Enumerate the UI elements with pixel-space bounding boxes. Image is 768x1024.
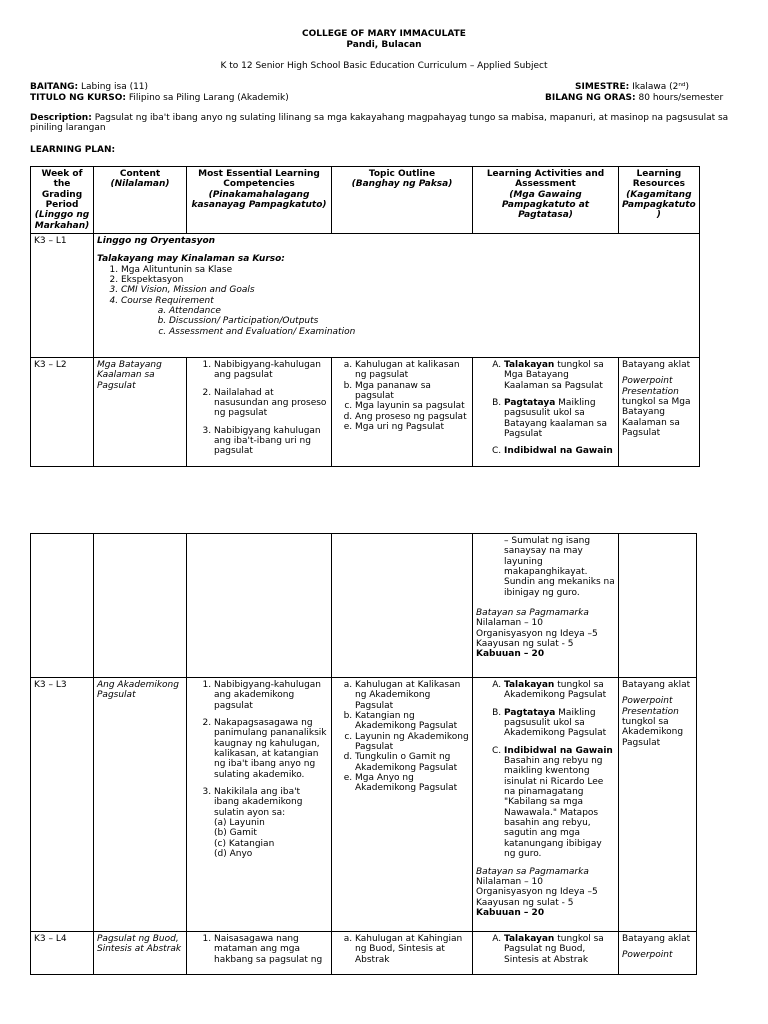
orientation-title: Linggo ng Oryentasyon: [97, 236, 216, 247]
table-row-l1: [31, 234, 700, 358]
list-item: 1. Naisasagawa nang mataman ang mga hakbang sa pagsulat ng: [214, 934, 328, 965]
table-row-continuation: [31, 534, 697, 678]
week-cell: K3 – L1: [31, 234, 94, 358]
baitang-label: BAITANG:: [30, 82, 79, 92]
list-item: 2. Nailalahad at nasusundan ang proseso ng pagsulat: [214, 388, 328, 419]
activities-cell: [473, 932, 619, 975]
content-cell: Ang Akademikong Pagsulat: [94, 678, 187, 932]
table-header-row: [31, 167, 700, 234]
activities-cell: [473, 358, 619, 467]
curriculum-title: K to 12 Senior High School Basic Education Curriculum – Applied Subject: [220, 61, 548, 71]
topics-cell: [332, 678, 473, 932]
competencies-cell: [187, 932, 332, 975]
activities-cell: [473, 534, 619, 678]
titulo-line: [30, 93, 289, 103]
titulo-label: TITULO NG KURSO:: [30, 93, 126, 103]
requirement-sublist: [121, 306, 696, 337]
table-row-l3: [31, 678, 697, 932]
list-item: a. Kahulugan at kalikasan ng pagsulat: [355, 360, 469, 381]
col-header-competencies: Most Essential Learning Competencies (Pinakamahalagang kasanayag Pampagkatuto): [187, 167, 332, 234]
list-item: a. Kahulugan at Kalikasan ng Akademikong Pagsulat: [355, 680, 469, 711]
list-item: c. Assessment and Evaluation/ Examination: [169, 327, 696, 337]
resources-cell: Batayang aklat Powerpoint Presentation tungkol sa Akademikong Pagsulat: [619, 678, 697, 932]
rubric-title: Batayan sa Pagmamarka: [476, 608, 589, 619]
resources-cell: Batayang aklat Powerpoint: [619, 932, 697, 975]
competencies-cell: [187, 678, 332, 932]
rubric-item: Organisyasyon ng Ideya –5: [476, 887, 598, 898]
col-header-activities: Learning Activities and Assessment (Mga Gawaing Pampagkatuto at Pagtatasa): [473, 167, 619, 234]
learning-plan-label: LEARNING PLAN:: [30, 145, 116, 155]
list-item: 4. Course Requirement a. Attendance b. Discussion/ Participation/Outputs c. Assessment and Evaluation/ Examination: [121, 296, 696, 337]
learning-plan-table-continued: [30, 533, 697, 975]
activities-cell: [473, 678, 619, 932]
col-header-week: Week of the Grading Period (Linggo ng Markahan): [31, 167, 94, 234]
college-location: Pandi, Bulacan: [346, 40, 422, 50]
week-cell: K3 – L2: [31, 358, 94, 467]
list-item: C. Indibidwal na Gawain: [504, 446, 615, 456]
list-item: d. Ang proseso ng pagsulat: [355, 412, 469, 422]
week-cell: K3 – L4: [31, 932, 94, 975]
content-cell: Mga Batayang Kaalaman sa Pagsulat: [94, 358, 187, 467]
list-item: 3. CMI Vision, Mission and Goals: [121, 285, 696, 295]
rubric-item: Kaayusan ng sulat - 5: [476, 897, 574, 908]
task-text: – Sumulat ng isang sanaysay na may layuning makapanghikayat. Sundin ang mekaniks na ibinigay ng guro.: [504, 536, 615, 598]
table-row-l4: [31, 932, 697, 975]
baitang-value: Labing isa (11): [80, 82, 149, 92]
list-item: 1. Nabibigyang-kahulugan ang akademikong pagsulat: [214, 680, 328, 711]
week-cell: K3 – L3: [31, 678, 94, 932]
list-item: 3. Nabibigyang kahulugan ang iba't-ibang uri ng pagsulat: [214, 426, 328, 457]
description-label: Description:: [30, 113, 92, 123]
col-header-content: Content (Nilalaman): [94, 167, 187, 234]
oras-value: 80 hours/semester: [638, 93, 724, 103]
baitang-line: [30, 82, 148, 92]
simestre-value: Ikalawa (2ⁿᵈ): [632, 82, 690, 92]
orientation-cell: [94, 234, 700, 358]
list-item: e. Mga uri ng Pagsulat: [355, 422, 469, 432]
learning-plan-table: [30, 166, 700, 467]
topics-cell: [332, 932, 473, 975]
list-item: 1. Mga Alituntunin sa Klase: [121, 265, 696, 275]
list-item: 1. Nabibigyang-kahulugan ang pagsulat: [214, 360, 328, 381]
orientation-subtitle: Talakayang may Kinalaman sa Kurso:: [97, 254, 285, 265]
list-item: A. Talakayan tungkol sa Mga Batayang Kaalaman sa Pagsulat: [504, 360, 615, 391]
simestre-line: [575, 82, 689, 92]
list-item: b. Mga pananaw sa pagsulat: [355, 381, 469, 402]
list-item: A. Talakayan tungkol sa Akademikong Pagsulat: [504, 680, 615, 701]
list-item: b. Katangian ng Akademikong Pagsulat: [355, 711, 469, 732]
rubric-item: Nilalaman – 10: [476, 618, 543, 629]
list-item: b. Discussion/ Participation/Outputs: [169, 316, 696, 326]
college-name: COLLEGE OF MARY IMMACULATE: [302, 29, 466, 39]
description: [30, 113, 740, 134]
rubric-total: Kabuuan – 20: [476, 907, 545, 918]
rubric-title: Batayan sa Pagmamarka: [476, 866, 589, 877]
list-item: a. Kahulugan at Kahingian ng Buod, Sintesis at Abstrak: [355, 934, 469, 965]
col-header-topic: Topic Outline (Banghay ng Paksa): [332, 167, 473, 234]
list-item: 2. Ekspektasyon: [121, 275, 696, 285]
resources-cell: Batayang aklat Powerpoint Presentation tungkol sa Mga Batayang Kaalaman sa Pagsulat: [619, 358, 700, 467]
rubric-total: Kabuuan – 20: [476, 649, 545, 660]
list-item: e. Mga Anyo ng Akademikong Pagsulat: [355, 773, 469, 794]
list-item: c. Mga layunin sa pagsulat: [355, 401, 469, 411]
competencies-cell: [187, 358, 332, 467]
table-row-l2: [31, 358, 700, 467]
content-cell: Pagsulat ng Buod, Sintesis at Abstrak: [94, 932, 187, 975]
list-item: d. Tungkulin o Gamit ng Akademikong Pagsulat: [355, 752, 469, 773]
list-item: B. Pagtataya Maikling pagsusulit ukol sa Batayang kaalaman sa Pagsulat: [504, 398, 615, 439]
rubric-item: Organisyasyon ng Ideya –5: [476, 628, 598, 639]
list-item: B. Pagtataya Maikling pagsusulit ukol sa Akademikong Pagsulat: [504, 708, 615, 739]
list-item: A. Talakayan tungkol sa Pagsulat ng Buod, Sintesis at Abstrak: [504, 934, 615, 965]
list-item: c. Layunin ng Akademikong Pagsulat: [355, 732, 469, 753]
list-item: C. Indibidwal na Gawain Basahin ang rebyu ng maikling kwentong isinulat ni Ricardo Lee na pinamagatang "Kabilang sa mga Nawawala." Matapos basahin ang rebyu, sagutin ang mga katanungang ibibigay ng guro.: [504, 746, 615, 860]
oras-line: [545, 93, 723, 103]
simestre-label: SIMESTRE:: [575, 82, 630, 92]
list-item: a. Attendance: [169, 306, 696, 316]
oras-label: BILANG NG ORAS:: [545, 93, 636, 103]
description-text: Pagsulat ng iba't ibang anyo ng sulating lilinang sa mga kakayahang magpahayag tungo sa mabisa, mapanuri, at masinop na pagsusulat sa piniling larangan: [30, 113, 729, 134]
rubric-item: Nilalaman – 10: [476, 876, 543, 887]
col-header-resources: Learning Resources (Kagamitang Pampagkatuto ): [619, 167, 700, 234]
titulo-value: Filipino sa Piling Larang (Akademik): [128, 93, 289, 103]
orientation-list: [97, 265, 696, 337]
rubric-item: Kaayusan ng sulat - 5: [476, 639, 574, 650]
topics-cell: [332, 358, 473, 467]
list-item: 3. Nakikilala ang iba't ibang akademikong sulatin ayon sa: (a) Layunin (b) Gamit (c) Katangian (d) Anyo: [214, 787, 328, 859]
list-item: 2. Nakapagsasagawa ng panimulang pananaliksik kaugnay ng kahulugan, kalikasan, at katangian ng iba't ibang anyo ng sulating akademiko.: [214, 718, 328, 780]
